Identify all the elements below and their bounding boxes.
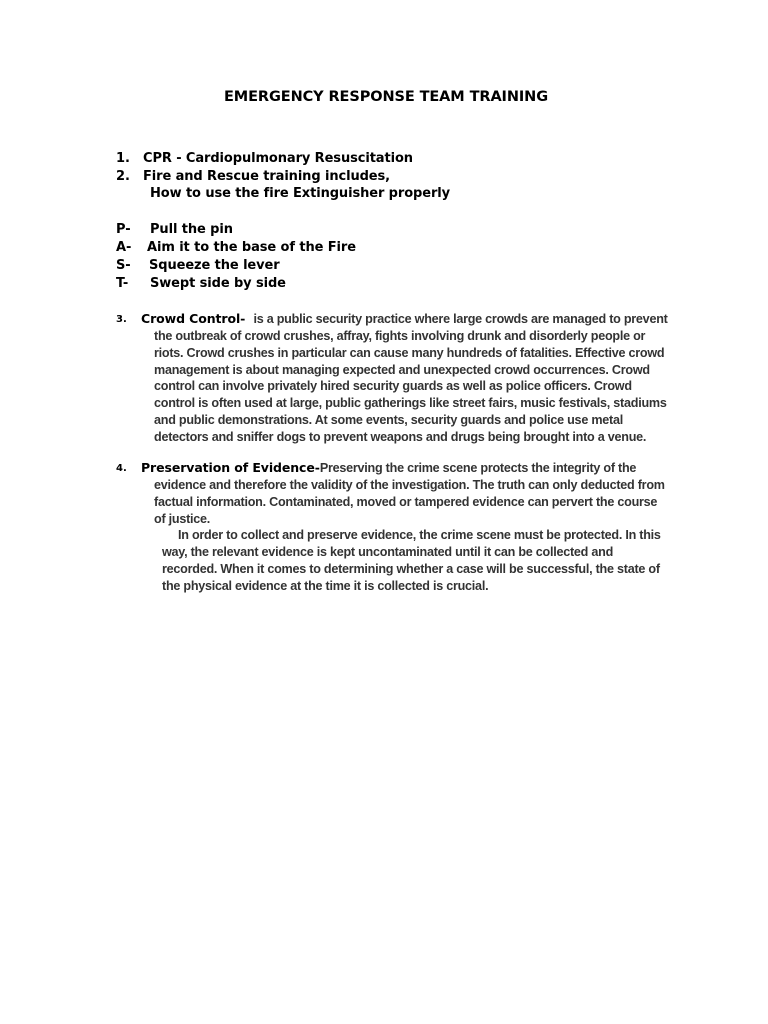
evidence-line: In order to collect and preserve evidence, the crime scene must be protected. In this [178, 528, 661, 542]
section-number: 4. [116, 463, 127, 474]
pass-item [116, 221, 233, 239]
list-item [116, 168, 390, 186]
list-number: 2. [116, 169, 130, 184]
evidence-line: way, the relevant evidence is kept uncontaminated until it can be collected and [162, 545, 614, 559]
evidence-line: factual information. Contaminated, moved or tampered evidence can pervert the course [154, 495, 658, 509]
pass-letter: P- [116, 222, 131, 237]
crowd-control-line: detectors and sniffer dogs to prevent weapons and drugs being brought into a venue. [154, 430, 647, 444]
evidence-line: evidence and therefore the validity of the investigation. The truth can only deducted from [154, 478, 665, 492]
evidence-heading: Preservation of Evidence- [141, 460, 320, 475]
list-text: CPR - Cardiopulmonary Resuscitation [143, 151, 413, 166]
list-item [116, 150, 413, 168]
pass-text: Swept side by side [150, 276, 286, 291]
list-text: Fire and Rescue training includes, [143, 169, 390, 184]
list-subtext: How to use the fire Extinguisher properly [150, 186, 450, 201]
crowd-control-line: management is about managing expected and unexpected crowd occurrences. Crowd [154, 363, 650, 377]
evidence-text: Preserving the crime scene protects the integrity of the [319, 461, 637, 475]
crowd-control-line: control is often used at large, public gatherings like street fairs, music festivals, stadiums [154, 396, 667, 410]
pass-text: Aim it to the base of the Fire [147, 240, 356, 255]
pass-item [116, 239, 356, 257]
crowd-control-heading: Crowd Control- [141, 311, 246, 326]
crowd-control-line: riots. Crowd crushes in particular can cause many hundreds of fatalities. Effective crowd [154, 346, 665, 360]
crowd-control-line: control can involve privately hired security guards as well as police officers. Crowd [154, 379, 632, 393]
crowd-control-line: the outbreak of crowd crushes, affray, fights involving drunk and disorderly people or [154, 329, 646, 343]
section-number: 3. [116, 314, 127, 325]
pass-letter: S- [116, 258, 131, 273]
evidence-line [141, 459, 636, 477]
pass-letter: A- [116, 240, 132, 255]
document-title: EMERGENCY RESPONSE TEAM TRAINING [223, 89, 549, 105]
crowd-control-text: is a public security practice where large crowds are managed to prevent [253, 312, 668, 326]
evidence-line: the physical evidence at the time it is collected is crucial. [162, 579, 489, 593]
pass-item [116, 275, 286, 293]
pass-letter: T- [116, 276, 129, 291]
evidence-line: of justice. [154, 512, 211, 526]
pass-text: Pull the pin [150, 222, 233, 237]
list-number: 1. [116, 151, 130, 166]
crowd-control-line: and public demonstrations. At some events, security guards and police use metal [154, 413, 623, 427]
pass-text: Squeeze the lever [149, 258, 280, 273]
evidence-line: recorded. When it comes to determining whether a case will be successful, the state of [162, 562, 660, 576]
crowd-control-line [141, 310, 668, 328]
pass-item [116, 257, 280, 275]
